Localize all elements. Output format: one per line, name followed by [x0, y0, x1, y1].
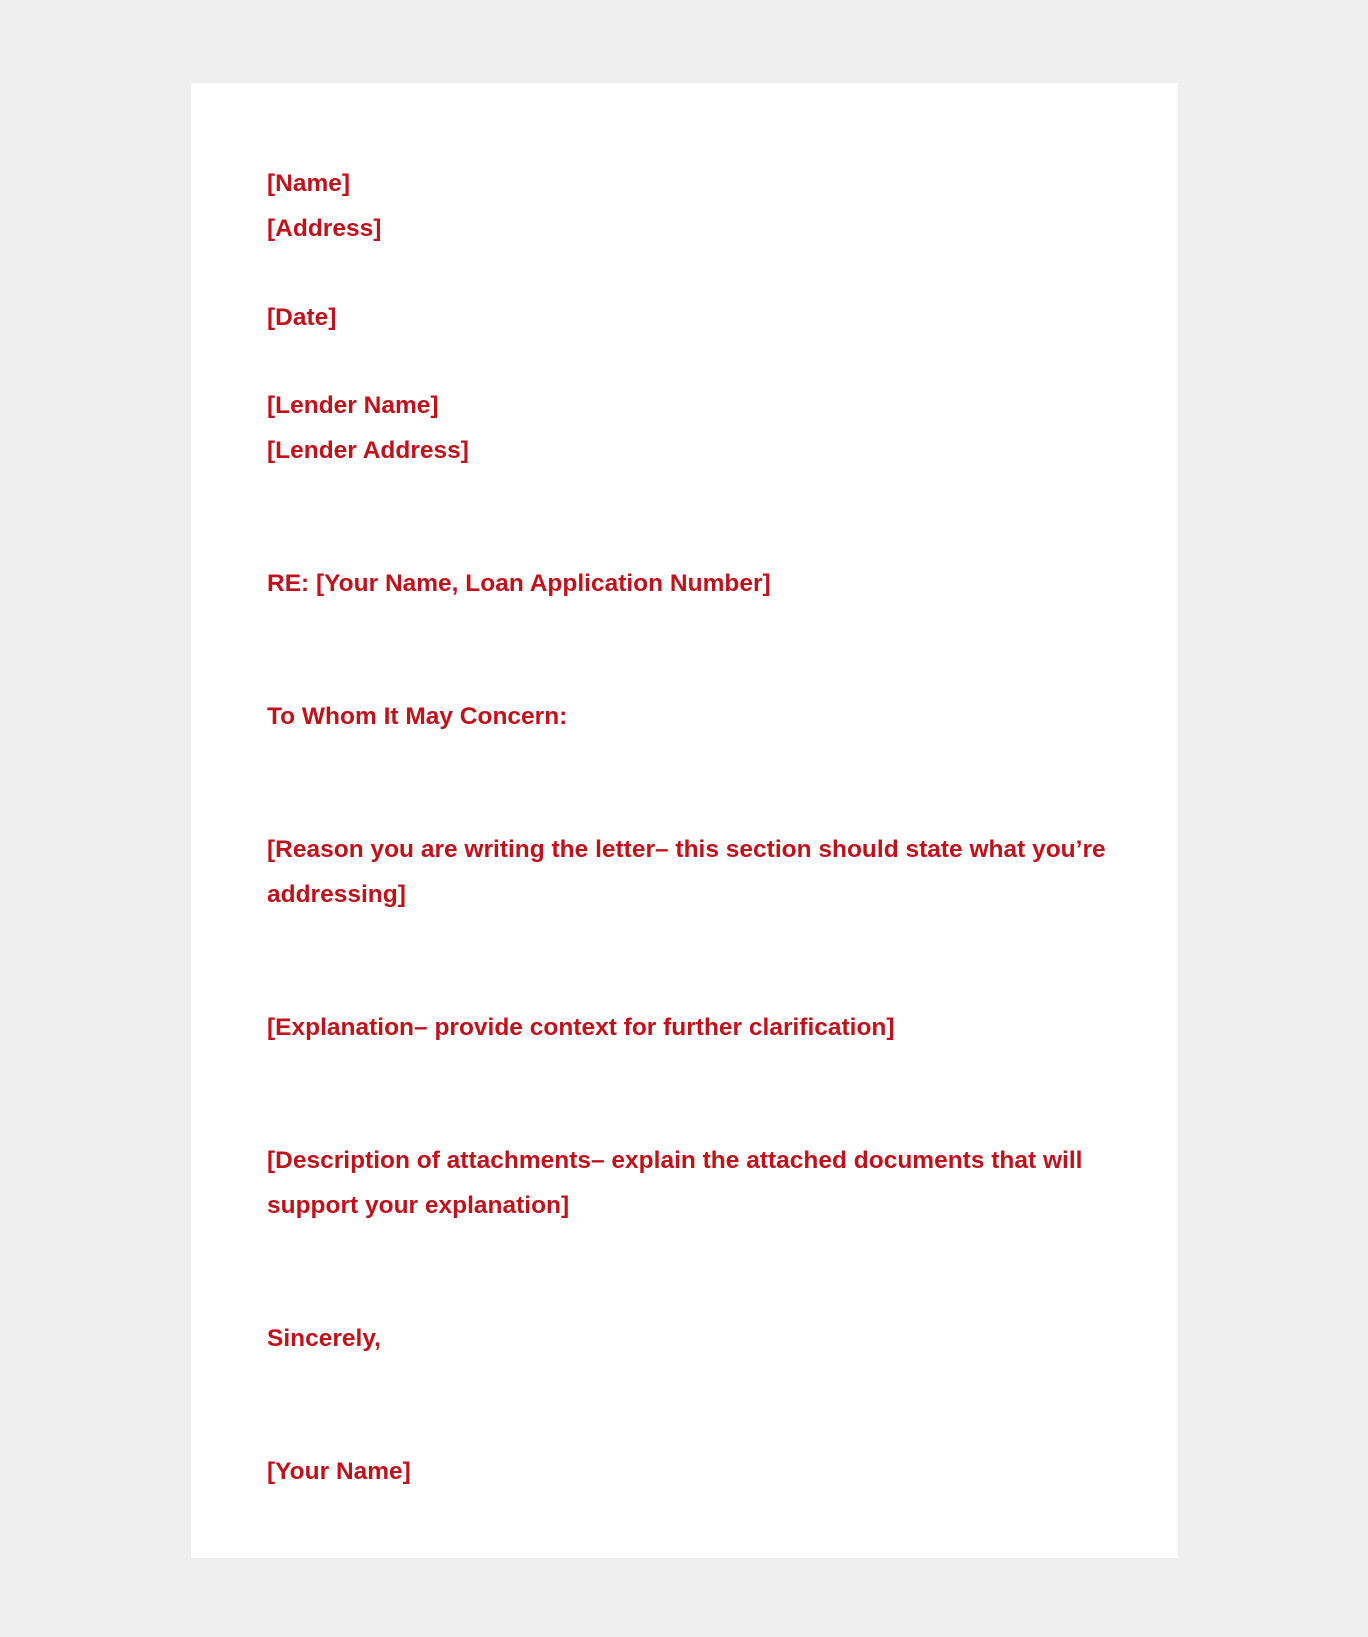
closing: Sincerely, — [267, 1325, 381, 1352]
letter-date: [Date] — [267, 304, 337, 331]
salutation: To Whom It May Concern: — [267, 703, 568, 730]
lender-address: [Lender Address] — [267, 437, 469, 464]
subject-line: RE: [Your Name, Loan Application Number] — [267, 570, 771, 597]
reason-paragraph: [Reason you are writing the letter– this section should state what you’re addressing] — [267, 836, 1106, 908]
lender-name: [Lender Name] — [267, 392, 439, 419]
attachments-paragraph: [Description of attachments– explain the attached documents that will support your explanation] — [267, 1147, 1083, 1219]
explanation-paragraph: [Explanation– provide context for further clarification] — [267, 1014, 895, 1041]
sender-address: [Address] — [267, 215, 382, 242]
letter-page — [191, 83, 1178, 1558]
signature-name: [Your Name] — [267, 1458, 411, 1485]
sender-name: [Name] — [267, 170, 351, 197]
